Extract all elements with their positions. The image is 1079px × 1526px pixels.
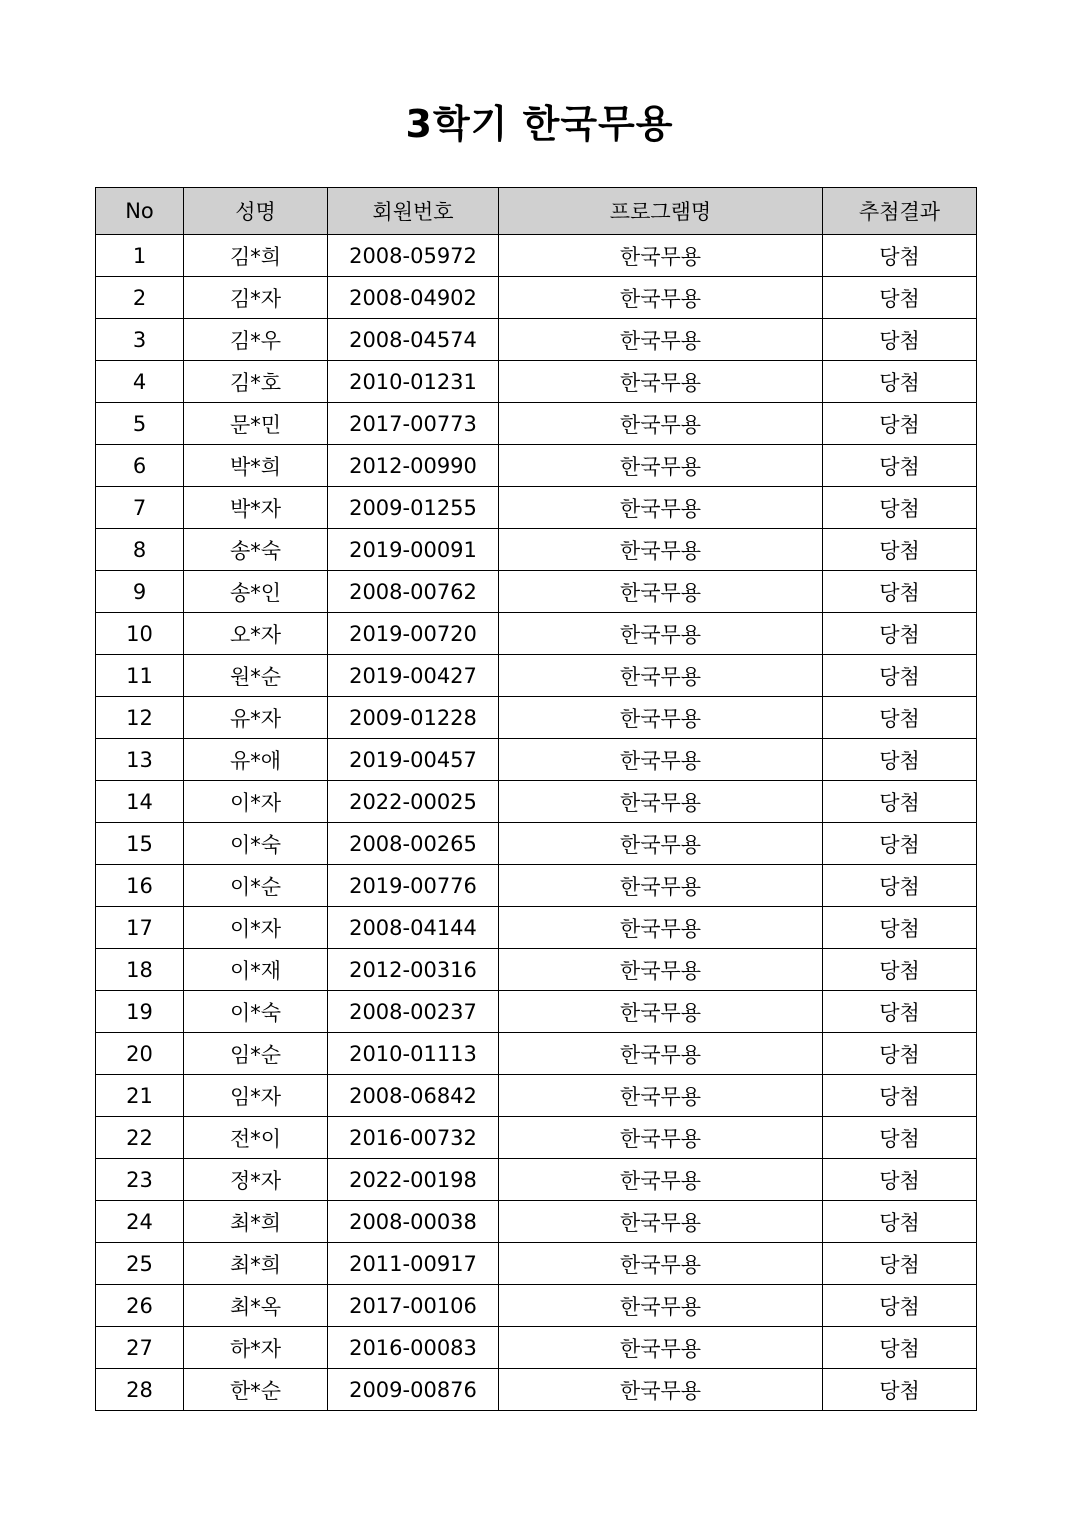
cell-program: 한국무용 bbox=[499, 907, 823, 949]
cell-no: 23 bbox=[96, 1159, 184, 1201]
header-member-id: 회원번호 bbox=[328, 188, 499, 235]
cell-member-id: 2012-00990 bbox=[328, 445, 499, 487]
table-row bbox=[96, 1243, 977, 1285]
cell-result: 당첨 bbox=[823, 1369, 977, 1411]
table-row bbox=[96, 1285, 977, 1327]
cell-no: 9 bbox=[96, 571, 184, 613]
cell-result: 당첨 bbox=[823, 781, 977, 823]
cell-name: 최*옥 bbox=[184, 1285, 328, 1327]
cell-program: 한국무용 bbox=[499, 1033, 823, 1075]
cell-no: 17 bbox=[96, 907, 184, 949]
cell-program: 한국무용 bbox=[499, 1117, 823, 1159]
cell-name: 최*희 bbox=[184, 1243, 328, 1285]
cell-result: 당첨 bbox=[823, 739, 977, 781]
cell-member-id: 2016-00083 bbox=[328, 1327, 499, 1369]
cell-program: 한국무용 bbox=[499, 697, 823, 739]
cell-result: 당첨 bbox=[823, 1159, 977, 1201]
cell-program: 한국무용 bbox=[499, 1159, 823, 1201]
cell-member-id: 2009-01228 bbox=[328, 697, 499, 739]
cell-program: 한국무용 bbox=[499, 571, 823, 613]
cell-program: 한국무용 bbox=[499, 403, 823, 445]
cell-result: 당첨 bbox=[823, 403, 977, 445]
cell-name: 송*숙 bbox=[184, 529, 328, 571]
cell-result: 당첨 bbox=[823, 949, 977, 991]
cell-program: 한국무용 bbox=[499, 1285, 823, 1327]
cell-member-id: 2019-00776 bbox=[328, 865, 499, 907]
cell-program: 한국무용 bbox=[499, 1075, 823, 1117]
cell-name: 문*민 bbox=[184, 403, 328, 445]
cell-member-id: 2016-00732 bbox=[328, 1117, 499, 1159]
cell-member-id: 2008-00762 bbox=[328, 571, 499, 613]
cell-no: 6 bbox=[96, 445, 184, 487]
cell-result: 당첨 bbox=[823, 445, 977, 487]
cell-no: 26 bbox=[96, 1285, 184, 1327]
cell-name: 오*자 bbox=[184, 613, 328, 655]
cell-member-id: 2017-00773 bbox=[328, 403, 499, 445]
table-row bbox=[96, 571, 977, 613]
table-row bbox=[96, 697, 977, 739]
cell-program: 한국무용 bbox=[499, 949, 823, 991]
cell-name: 전*이 bbox=[184, 1117, 328, 1159]
cell-result: 당첨 bbox=[823, 361, 977, 403]
cell-name: 정*자 bbox=[184, 1159, 328, 1201]
cell-name: 송*인 bbox=[184, 571, 328, 613]
table-row bbox=[96, 613, 977, 655]
cell-result: 당첨 bbox=[823, 277, 977, 319]
cell-result: 당첨 bbox=[823, 613, 977, 655]
table-row bbox=[96, 487, 977, 529]
cell-program: 한국무용 bbox=[499, 1369, 823, 1411]
table-row bbox=[96, 319, 977, 361]
cell-result: 당첨 bbox=[823, 1033, 977, 1075]
table-row bbox=[96, 403, 977, 445]
cell-program: 한국무용 bbox=[499, 445, 823, 487]
cell-no: 4 bbox=[96, 361, 184, 403]
cell-no: 10 bbox=[96, 613, 184, 655]
cell-no: 16 bbox=[96, 865, 184, 907]
table-row bbox=[96, 781, 977, 823]
cell-name: 최*희 bbox=[184, 1201, 328, 1243]
cell-result: 당첨 bbox=[823, 529, 977, 571]
cell-name: 이*재 bbox=[184, 949, 328, 991]
cell-member-id: 2022-00025 bbox=[328, 781, 499, 823]
cell-no: 14 bbox=[96, 781, 184, 823]
table-header bbox=[96, 188, 977, 235]
cell-program: 한국무용 bbox=[499, 235, 823, 277]
cell-result: 당첨 bbox=[823, 1243, 977, 1285]
cell-member-id: 2010-01113 bbox=[328, 1033, 499, 1075]
cell-member-id: 2011-00917 bbox=[328, 1243, 499, 1285]
cell-program: 한국무용 bbox=[499, 865, 823, 907]
cell-member-id: 2008-04902 bbox=[328, 277, 499, 319]
cell-no: 27 bbox=[96, 1327, 184, 1369]
table-row bbox=[96, 277, 977, 319]
cell-member-id: 2019-00427 bbox=[328, 655, 499, 697]
cell-member-id: 2009-01255 bbox=[328, 487, 499, 529]
cell-no: 12 bbox=[96, 697, 184, 739]
cell-program: 한국무용 bbox=[499, 781, 823, 823]
lottery-result-table bbox=[95, 187, 977, 1411]
cell-result: 당첨 bbox=[823, 907, 977, 949]
cell-member-id: 2008-00038 bbox=[328, 1201, 499, 1243]
cell-result: 당첨 bbox=[823, 655, 977, 697]
table-row bbox=[96, 865, 977, 907]
cell-no: 18 bbox=[96, 949, 184, 991]
cell-member-id: 2008-04144 bbox=[328, 907, 499, 949]
cell-no: 13 bbox=[96, 739, 184, 781]
cell-result: 당첨 bbox=[823, 319, 977, 361]
cell-program: 한국무용 bbox=[499, 319, 823, 361]
table-row bbox=[96, 1159, 977, 1201]
cell-name: 박*자 bbox=[184, 487, 328, 529]
cell-member-id: 2008-05972 bbox=[328, 235, 499, 277]
header-result: 추첨결과 bbox=[823, 188, 977, 235]
cell-result: 당첨 bbox=[823, 571, 977, 613]
table-body bbox=[96, 235, 977, 1411]
header-program: 프로그램명 bbox=[499, 188, 823, 235]
cell-no: 3 bbox=[96, 319, 184, 361]
cell-no: 28 bbox=[96, 1369, 184, 1411]
cell-program: 한국무용 bbox=[499, 1201, 823, 1243]
cell-name: 한*순 bbox=[184, 1369, 328, 1411]
header-no: No bbox=[96, 188, 184, 235]
cell-no: 15 bbox=[96, 823, 184, 865]
cell-result: 당첨 bbox=[823, 697, 977, 739]
cell-result: 당첨 bbox=[823, 235, 977, 277]
cell-no: 8 bbox=[96, 529, 184, 571]
cell-member-id: 2019-00457 bbox=[328, 739, 499, 781]
cell-program: 한국무용 bbox=[499, 277, 823, 319]
table-row bbox=[96, 739, 977, 781]
cell-program: 한국무용 bbox=[499, 991, 823, 1033]
cell-name: 김*자 bbox=[184, 277, 328, 319]
cell-member-id: 2012-00316 bbox=[328, 949, 499, 991]
cell-no: 25 bbox=[96, 1243, 184, 1285]
cell-member-id: 2019-00091 bbox=[328, 529, 499, 571]
cell-no: 11 bbox=[96, 655, 184, 697]
cell-program: 한국무용 bbox=[499, 1243, 823, 1285]
table-row bbox=[96, 1369, 977, 1411]
cell-name: 이*숙 bbox=[184, 991, 328, 1033]
cell-result: 당첨 bbox=[823, 487, 977, 529]
table-row bbox=[96, 1033, 977, 1075]
table-row bbox=[96, 949, 977, 991]
table-row bbox=[96, 235, 977, 277]
cell-no: 20 bbox=[96, 1033, 184, 1075]
cell-member-id: 2017-00106 bbox=[328, 1285, 499, 1327]
cell-no: 24 bbox=[96, 1201, 184, 1243]
cell-name: 이*자 bbox=[184, 781, 328, 823]
cell-member-id: 2008-06842 bbox=[328, 1075, 499, 1117]
cell-name: 유*애 bbox=[184, 739, 328, 781]
cell-name: 이*숙 bbox=[184, 823, 328, 865]
cell-member-id: 2009-00876 bbox=[328, 1369, 499, 1411]
cell-no: 2 bbox=[96, 277, 184, 319]
header-row bbox=[96, 188, 977, 235]
cell-name: 이*순 bbox=[184, 865, 328, 907]
cell-program: 한국무용 bbox=[499, 1327, 823, 1369]
cell-program: 한국무용 bbox=[499, 529, 823, 571]
cell-no: 1 bbox=[96, 235, 184, 277]
cell-result: 당첨 bbox=[823, 865, 977, 907]
table-row bbox=[96, 361, 977, 403]
table-row bbox=[96, 823, 977, 865]
cell-member-id: 2008-00237 bbox=[328, 991, 499, 1033]
cell-no: 22 bbox=[96, 1117, 184, 1159]
cell-name: 이*자 bbox=[184, 907, 328, 949]
cell-program: 한국무용 bbox=[499, 823, 823, 865]
cell-name: 김*우 bbox=[184, 319, 328, 361]
cell-program: 한국무용 bbox=[499, 361, 823, 403]
cell-member-id: 2008-04574 bbox=[328, 319, 499, 361]
cell-no: 5 bbox=[96, 403, 184, 445]
table-row bbox=[96, 529, 977, 571]
cell-result: 당첨 bbox=[823, 991, 977, 1033]
cell-member-id: 2019-00720 bbox=[328, 613, 499, 655]
cell-no: 19 bbox=[96, 991, 184, 1033]
cell-member-id: 2008-00265 bbox=[328, 823, 499, 865]
cell-result: 당첨 bbox=[823, 1285, 977, 1327]
cell-no: 21 bbox=[96, 1075, 184, 1117]
cell-member-id: 2010-01231 bbox=[328, 361, 499, 403]
cell-result: 당첨 bbox=[823, 823, 977, 865]
cell-program: 한국무용 bbox=[499, 613, 823, 655]
table-row bbox=[96, 1117, 977, 1159]
table-row bbox=[96, 907, 977, 949]
cell-name: 원*순 bbox=[184, 655, 328, 697]
cell-program: 한국무용 bbox=[499, 739, 823, 781]
table-row bbox=[96, 1327, 977, 1369]
cell-program: 한국무용 bbox=[499, 487, 823, 529]
table-row bbox=[96, 1201, 977, 1243]
cell-name: 박*희 bbox=[184, 445, 328, 487]
cell-result: 당첨 bbox=[823, 1117, 977, 1159]
header-name: 성명 bbox=[184, 188, 328, 235]
cell-name: 김*호 bbox=[184, 361, 328, 403]
cell-result: 당첨 bbox=[823, 1327, 977, 1369]
table-row bbox=[96, 655, 977, 697]
cell-result: 당첨 bbox=[823, 1075, 977, 1117]
cell-name: 임*순 bbox=[184, 1033, 328, 1075]
cell-name: 김*희 bbox=[184, 235, 328, 277]
cell-result: 당첨 bbox=[823, 1201, 977, 1243]
table-row bbox=[96, 1075, 977, 1117]
cell-no: 7 bbox=[96, 487, 184, 529]
cell-name: 임*자 bbox=[184, 1075, 328, 1117]
cell-program: 한국무용 bbox=[499, 655, 823, 697]
table-row bbox=[96, 445, 977, 487]
cell-name: 하*자 bbox=[184, 1327, 328, 1369]
cell-name: 유*자 bbox=[184, 697, 328, 739]
table-row bbox=[96, 991, 977, 1033]
page-title: 3학기 한국무용 bbox=[405, 102, 674, 146]
cell-member-id: 2022-00198 bbox=[328, 1159, 499, 1201]
